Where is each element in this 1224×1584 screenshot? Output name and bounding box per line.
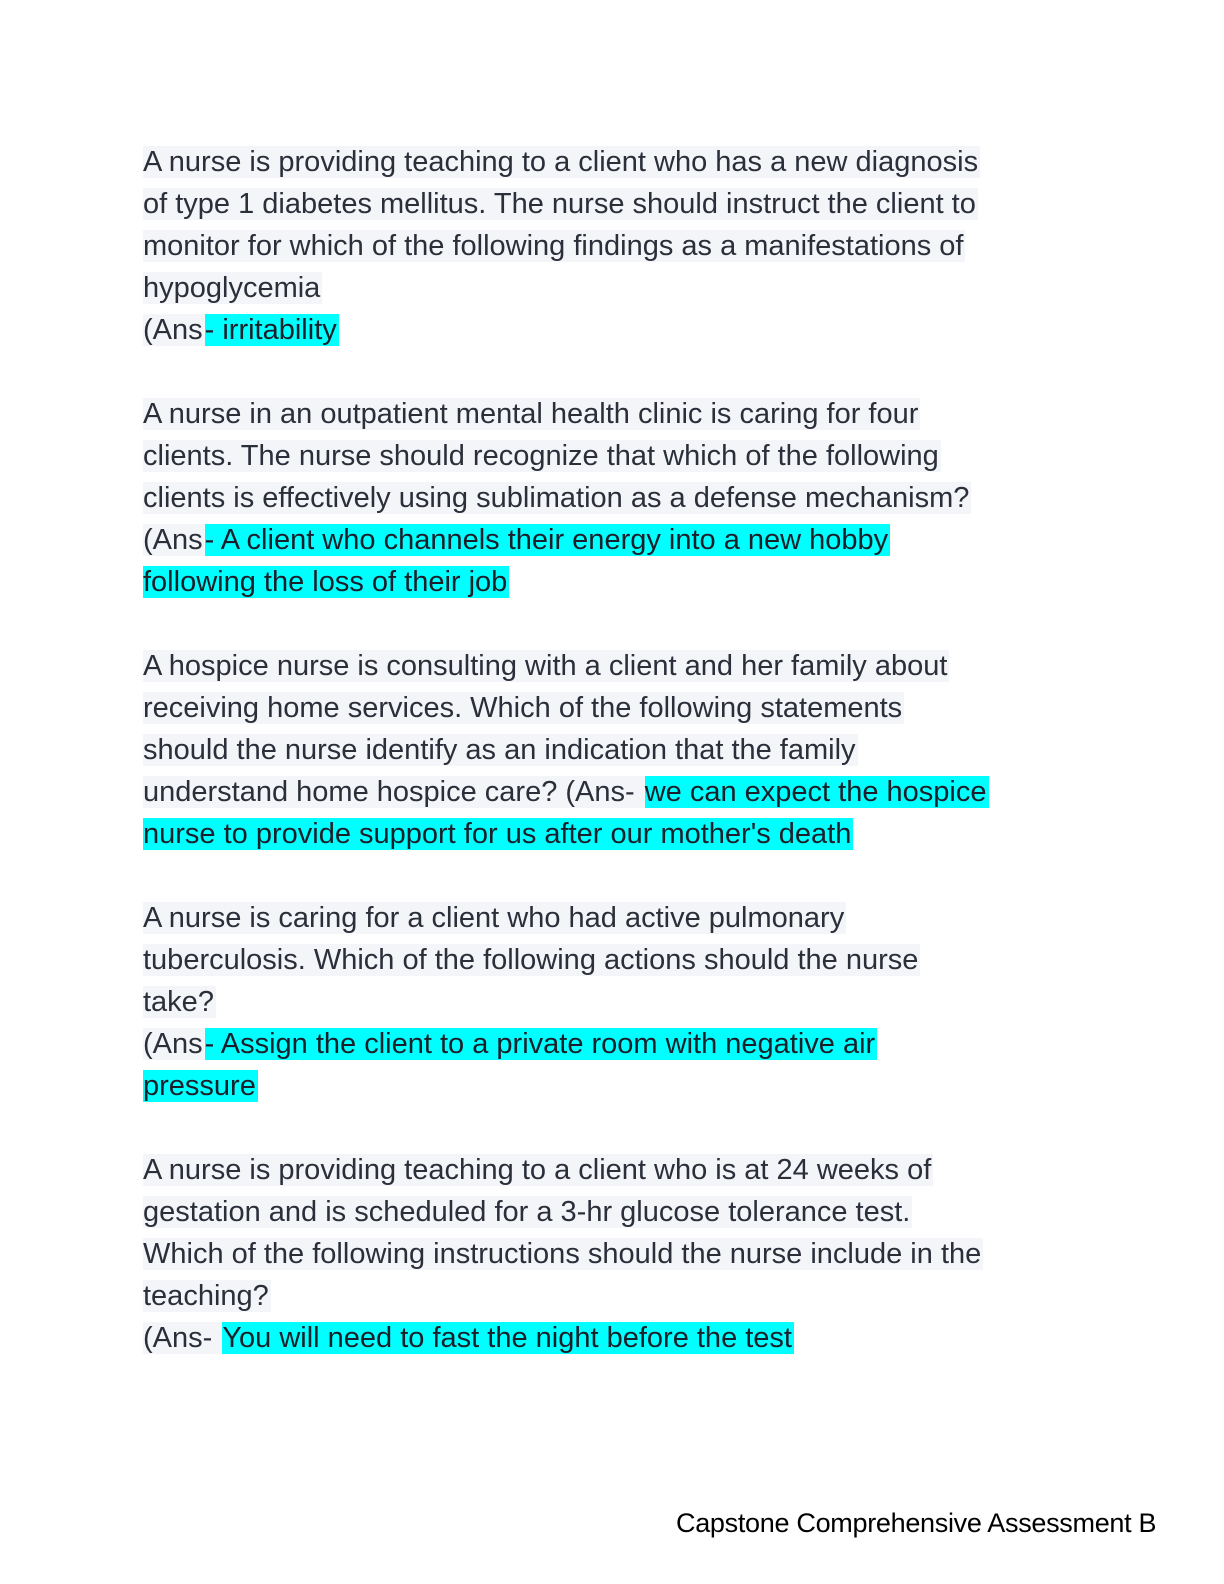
question-block xyxy=(143,645,1093,855)
text-line xyxy=(143,561,1093,603)
text-line xyxy=(143,645,1093,687)
question-text: of type 1 diabetes mellitus. The nurse should instruct the client to xyxy=(143,188,976,220)
question-text: A nurse is providing teaching to a client who has a new diagnosis xyxy=(143,146,979,178)
text-line xyxy=(143,435,1093,477)
question-text: A hospice nurse is consulting with a client and her family about xyxy=(143,650,948,682)
question-text: (Ans- xyxy=(143,1322,221,1354)
text-line xyxy=(143,267,1093,309)
text-line xyxy=(143,225,1093,267)
text-line xyxy=(143,1191,1093,1233)
text-line xyxy=(143,1233,1093,1275)
question-text: gestation and is scheduled for a 3-hr glucose tolerance test. xyxy=(143,1196,911,1228)
text-line xyxy=(143,477,1093,519)
question-text: clients. The nurse should recognize that which of the following xyxy=(143,440,939,472)
text-line xyxy=(143,729,1093,771)
answer-highlight: we can expect the hospice xyxy=(644,776,987,808)
text-line xyxy=(143,393,1093,435)
text-line xyxy=(143,1065,1093,1107)
question-text: (Ans xyxy=(143,1028,203,1060)
question-gap xyxy=(143,351,1093,393)
question-text: hypoglycemia xyxy=(143,272,321,304)
answer-highlight: - irritability xyxy=(204,314,337,346)
question-text: A nurse is caring for a client who had active pulmonary xyxy=(143,902,845,934)
question-block xyxy=(143,1149,1093,1359)
question-text: (Ans xyxy=(143,314,203,346)
answer-highlight: - A client who channels their energy into a new hobby xyxy=(204,524,889,556)
answer-highlight: following the loss of their job xyxy=(143,566,508,598)
text-line xyxy=(143,519,1093,561)
question-block xyxy=(143,141,1093,351)
question-text: understand home hospice care? (Ans- xyxy=(143,776,643,808)
text-line xyxy=(143,1023,1093,1065)
text-line xyxy=(143,1149,1093,1191)
answer-highlight: - Assign the client to a private room with negative air xyxy=(204,1028,876,1060)
question-block xyxy=(143,393,1093,603)
question-text: teaching? xyxy=(143,1280,269,1312)
question-block xyxy=(143,897,1093,1107)
text-line xyxy=(143,1275,1093,1317)
text-line xyxy=(143,771,1093,813)
question-text: monitor for which of the following findings as a manifestations of xyxy=(143,230,964,262)
text-line xyxy=(143,183,1093,225)
text-line xyxy=(143,897,1093,939)
question-gap xyxy=(143,603,1093,645)
question-text: take? xyxy=(143,986,214,1018)
answer-highlight: pressure xyxy=(143,1070,256,1102)
question-text: receiving home services. Which of the following statements xyxy=(143,692,903,724)
answer-highlight: nurse to provide support for us after our mother's death xyxy=(143,818,852,850)
question-list xyxy=(143,141,1093,1359)
question-gap xyxy=(143,855,1093,897)
text-line xyxy=(143,1317,1093,1359)
question-text: (Ans xyxy=(143,524,203,556)
text-line xyxy=(143,687,1093,729)
text-line xyxy=(143,309,1093,351)
text-line xyxy=(143,981,1093,1023)
text-line xyxy=(143,141,1093,183)
answer-highlight: You will need to fast the night before the test xyxy=(222,1322,792,1354)
question-text: A nurse in an outpatient mental health clinic is caring for four xyxy=(143,398,919,430)
question-gap xyxy=(143,1107,1093,1149)
question-text: should the nurse identify as an indication that the family xyxy=(143,734,856,766)
question-text: Which of the following instructions should the nurse include in the xyxy=(143,1238,982,1270)
page-footer: Capstone Comprehensive Assessment B xyxy=(676,1508,1157,1538)
question-text: A nurse is providing teaching to a client who is at 24 weeks of xyxy=(143,1154,932,1186)
question-text: clients is effectively using sublimation as a defense mechanism? xyxy=(143,482,970,514)
text-line xyxy=(143,813,1093,855)
question-text: tuberculosis. Which of the following actions should the nurse xyxy=(143,944,919,976)
text-line xyxy=(143,939,1093,981)
